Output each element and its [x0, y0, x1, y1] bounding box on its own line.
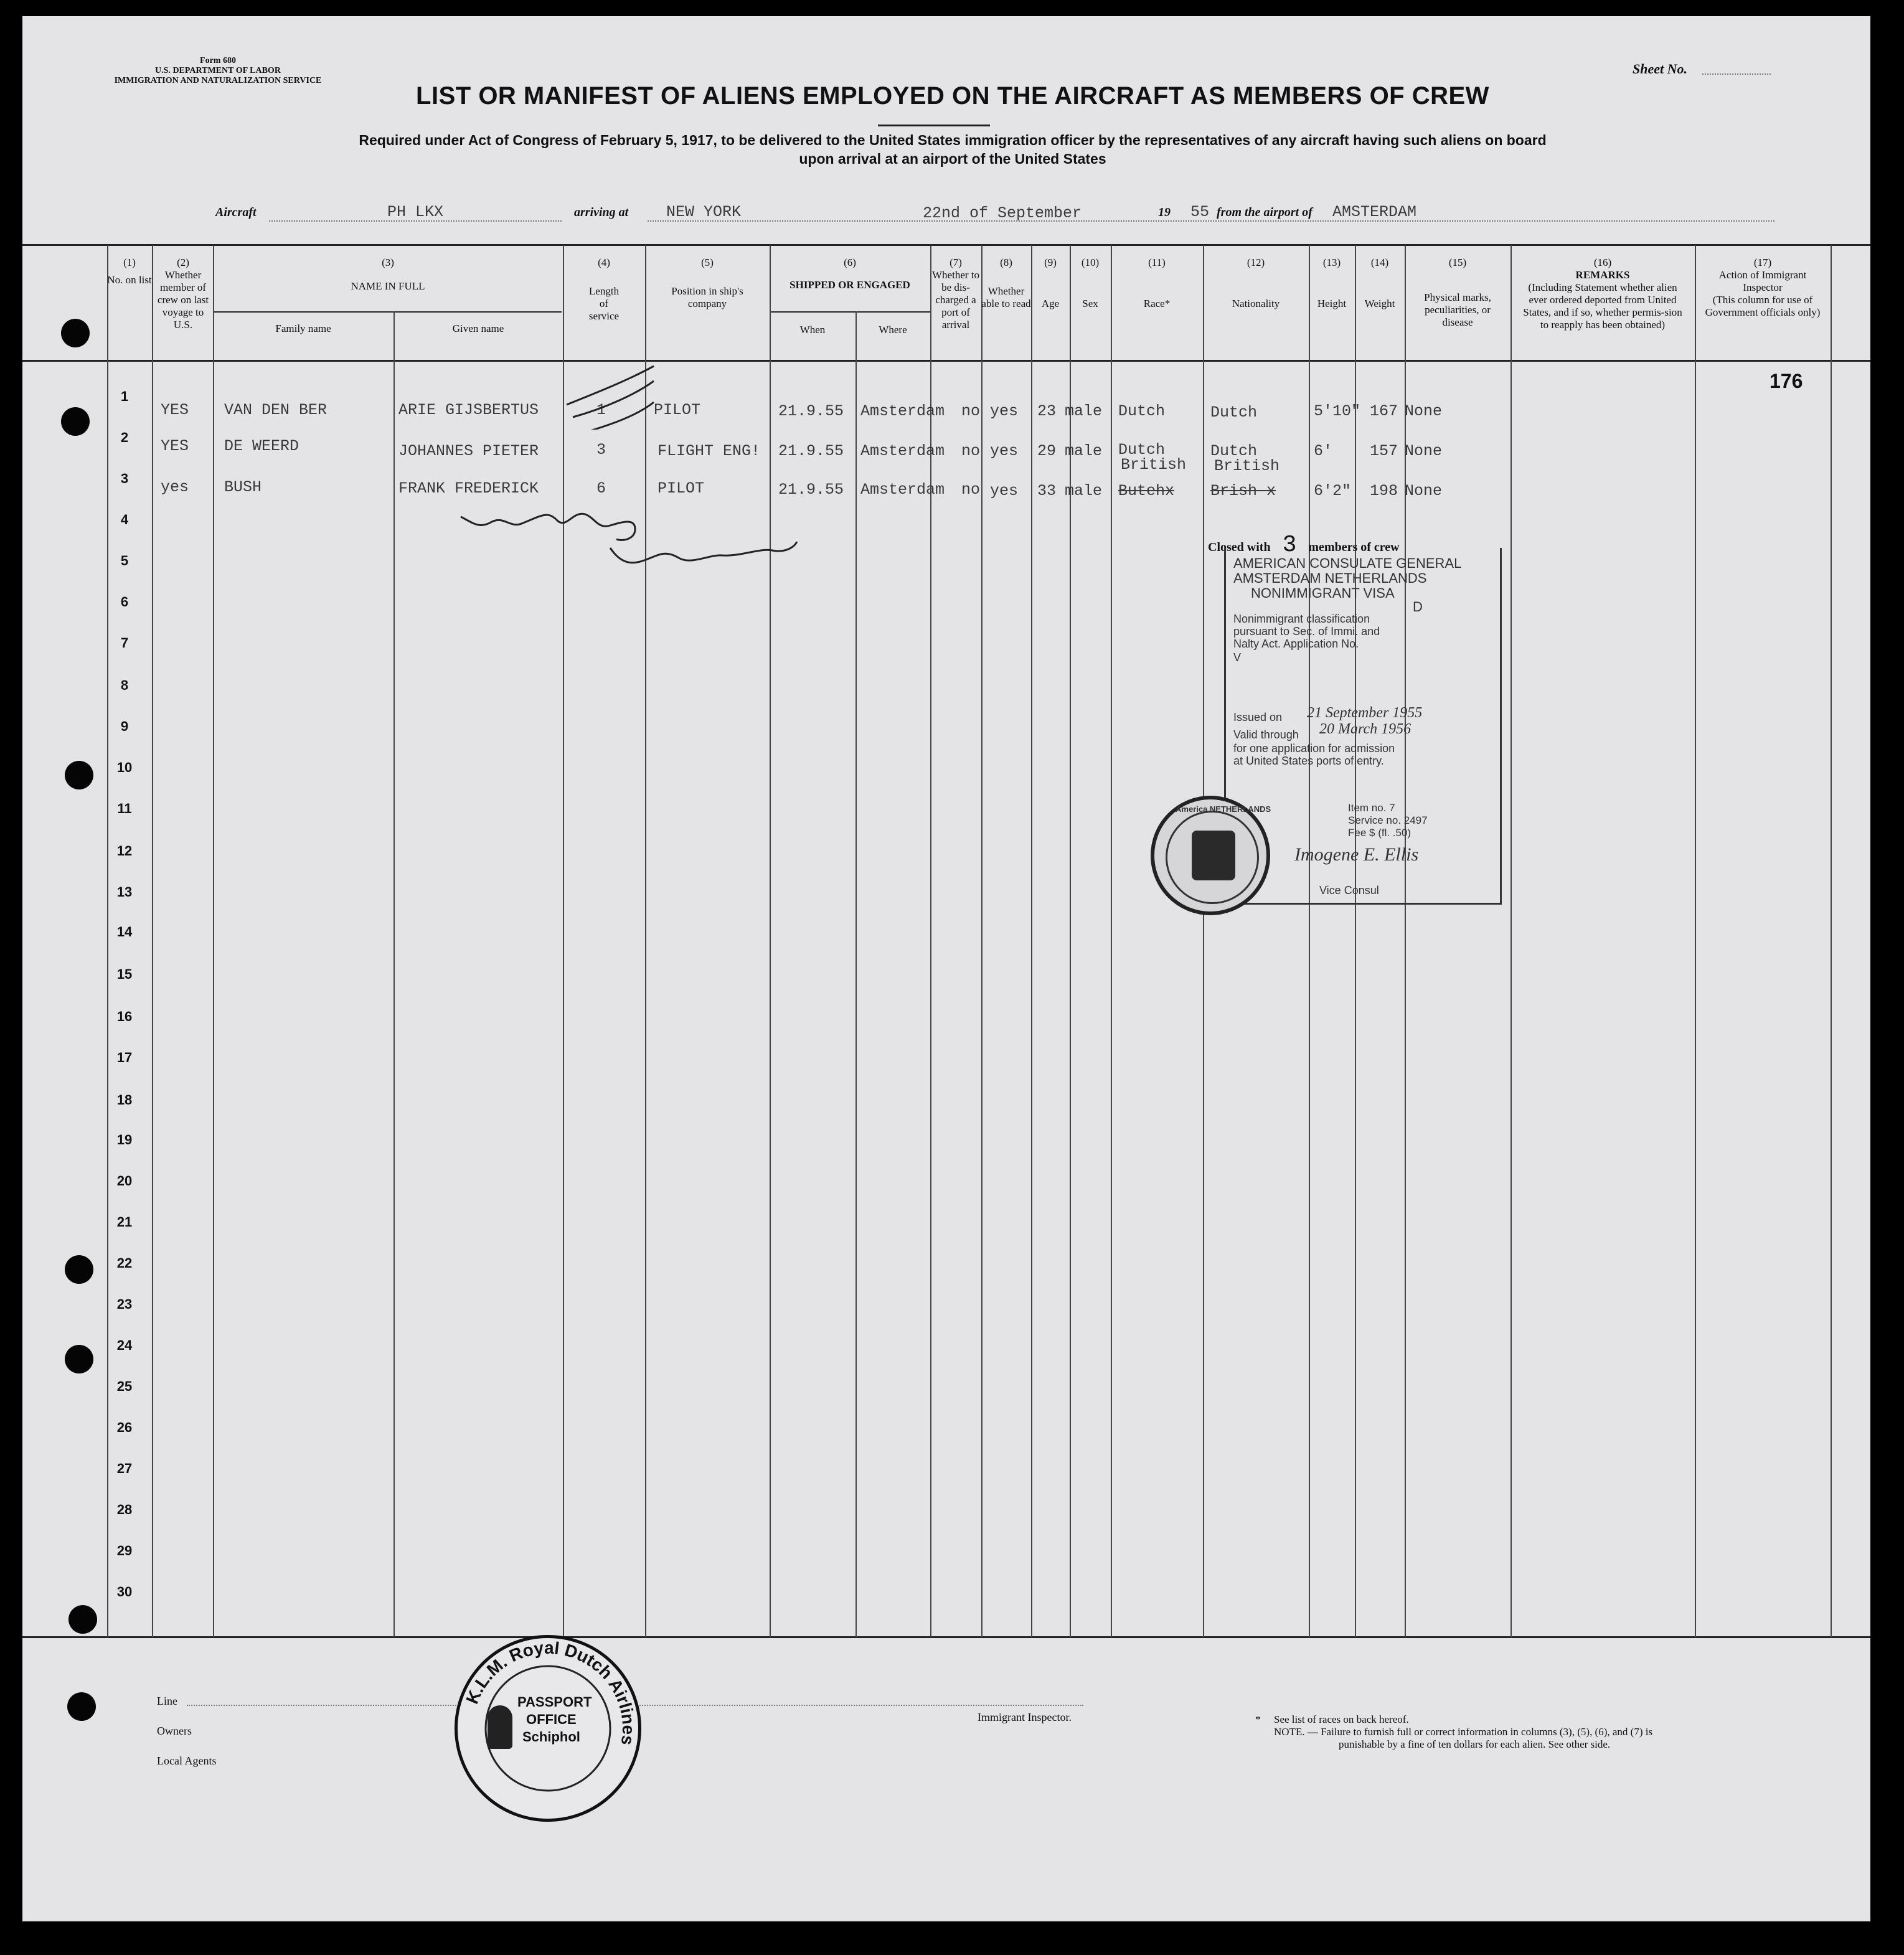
able-to-read: yes [990, 482, 1019, 500]
column-divider [1831, 245, 1832, 1637]
physical-marks: None [1405, 402, 1443, 420]
sex: male [1065, 482, 1103, 500]
visa-issued-date: 21 September 1955 [1307, 705, 1423, 721]
col3-given-header: Given name [452, 323, 504, 334]
row-number: 25 [116, 1378, 133, 1394]
row-number: 17 [116, 1050, 133, 1065]
arriving-value: NEW YORK [666, 203, 742, 221]
col6-where-header: Where [879, 324, 907, 336]
col16-header: (16) REMARKS (Including Statement whether alien ever ordered deported from United States, and if so, whether permis-sion to reapply has been obtained) [1523, 257, 1682, 331]
prev-voyage: yes [161, 478, 189, 496]
row-number: 10 [116, 760, 133, 775]
row-number: 8 [120, 677, 129, 693]
year-prefix: 19 [1158, 205, 1171, 219]
row-number: 14 [116, 924, 133, 940]
column-divider [1203, 245, 1204, 1637]
footnote-star: * [1255, 1713, 1261, 1726]
column-divider [152, 245, 153, 1637]
col8-header: (8) Whether able to read [981, 257, 1031, 309]
row-number: 18 [116, 1092, 133, 1108]
weight: 167 [1370, 402, 1398, 420]
row-number: 1 [120, 389, 129, 404]
age: 29 [1037, 442, 1057, 460]
nationality-secondary: British [1214, 457, 1280, 475]
shipped-where: Amsterdam [860, 481, 945, 499]
column-divider [213, 245, 214, 1637]
handwritten-signature [448, 504, 809, 591]
column-divider [1510, 245, 1512, 1637]
binder-hole [67, 1692, 96, 1721]
position: PILOT [657, 479, 705, 497]
race: Dutch [1118, 441, 1166, 459]
shipped-when: 21.9.55 [778, 402, 844, 420]
name-subheader-rule [213, 311, 562, 313]
age: 23 [1037, 402, 1057, 420]
form-number: Form 680 [200, 56, 236, 65]
inspector-number: 176 [1770, 370, 1803, 392]
col13-header: (13) Height [1317, 257, 1347, 309]
discharge: no [961, 402, 981, 420]
nationality: Dutch [1210, 403, 1258, 422]
row-number: 7 [120, 635, 129, 651]
col11-header: (11) Race* [1143, 257, 1171, 309]
row-number: 26 [116, 1420, 133, 1435]
discharge: no [961, 442, 981, 460]
given-name: FRANK FREDERICK [398, 479, 539, 497]
col9-header: (9) Age [1041, 257, 1060, 309]
consul-title: Vice Consul [1319, 884, 1379, 897]
column-divider [394, 311, 395, 1637]
age: 33 [1037, 482, 1057, 500]
race: Dutch [1118, 402, 1166, 420]
able-to-read: yes [990, 402, 1019, 420]
klm-ring-text: K.L.M. Royal Dutch Airlines [462, 1638, 638, 1747]
document-title: LIST OR MANIFEST OF ALIENS EMPLOYED ON THE AIRCRAFT AS MEMBERS OF CREW [416, 82, 1489, 110]
col5-header: (5) Position in ship's company [671, 257, 743, 309]
consular-seal: America NETHERLANDS [1151, 796, 1270, 915]
arriving-label: arriving at [574, 205, 629, 219]
seal-emblem-icon [1192, 831, 1235, 880]
service-column-pen-marks [548, 355, 672, 430]
consulate-visa-stamp: AMERICAN CONSULATE GENERAL AMSTERDAM NETHERLANDS NONIMMIGRANT VISA D Nonimmigrant classification pursuant to Sec. of Immi. and Nalty Act. Application No. V Issued on 21 September 1955 Valid through 20 March 1956 for one application for admission at United States ports of entry. Item no. 7 Service no. 2497 Fee $ (fl. .50) Imogene E. Ellis Vice Consul [1224, 548, 1502, 905]
col6-header: (6) SHIPPED OR ENGAGED [789, 257, 910, 291]
col3-family-header: Family name [275, 323, 331, 334]
race-secondary: British [1121, 456, 1187, 474]
col10-header: (10) Sex [1081, 257, 1100, 309]
binder-hole [65, 1255, 93, 1284]
visa-valid-date: 20 March 1956 [1319, 721, 1412, 737]
row-number: 24 [116, 1337, 133, 1353]
row-number: 29 [116, 1543, 133, 1558]
able-to-read: yes [990, 442, 1019, 460]
position: PILOT [654, 401, 701, 419]
shipped-where: Amsterdam [860, 442, 945, 460]
row-number: 19 [116, 1132, 133, 1147]
aircraft-value: PH LKX [387, 203, 444, 221]
column-divider [1031, 245, 1032, 1637]
service-name: IMMIGRATION AND NATURALIZATION SERVICE [114, 76, 322, 85]
column-divider [1695, 245, 1696, 1637]
visa-valid-label: Valid through [1233, 728, 1299, 741]
footnote-races: See list of races on back hereof. [1274, 1713, 1409, 1725]
col15-header: (15) Physical marks, peculiarities, or disease [1424, 257, 1491, 328]
prev-voyage: YES [161, 401, 189, 419]
arrival-date: 22nd of September [923, 204, 1082, 222]
row-number: 16 [116, 1009, 133, 1024]
sheet-number-field [1702, 73, 1771, 75]
shipped-when: 21.9.55 [778, 442, 844, 460]
discharge: no [961, 481, 981, 499]
nationality: Brish x [1210, 482, 1276, 500]
row-number: 20 [116, 1173, 133, 1189]
footer-owners-label: Owners [157, 1725, 192, 1737]
aircraft-label: Aircraft [215, 205, 257, 219]
family-name: BUSH [224, 478, 262, 496]
row-number: 4 [120, 512, 129, 527]
klm-winged-emblem-icon [488, 1705, 512, 1749]
length-of-service: 1 [596, 401, 606, 419]
row-number: 12 [116, 843, 133, 859]
act-subtitle: Required under Act of Congress of February 5, 1917, to be delivered to the United States immigration officer by the representatives of any aircraft having such aliens on board upon arrival at an airport of the United States [359, 132, 1547, 167]
length-of-service: 3 [596, 441, 606, 459]
sheet-number-label: Sheet No. [1633, 61, 1687, 77]
row-number: 27 [116, 1461, 133, 1476]
col12-header: (12) Nationality [1232, 257, 1280, 309]
consul-signature: Imogene E. Ellis [1294, 844, 1419, 865]
shipped-when: 21.9.55 [778, 481, 844, 499]
given-name: JOHANNES PIETER [398, 442, 539, 460]
column-divider [855, 311, 857, 1637]
table-top-rule [22, 244, 1870, 246]
row-number: 2 [120, 430, 129, 445]
col17-header: (17) Action of Immigrant Inspector (This column for use of Government officials only) [1705, 257, 1821, 318]
length-of-service: 6 [596, 479, 606, 497]
from-label: from the airport of [1217, 205, 1313, 219]
height: 5'10" [1314, 402, 1361, 420]
closed-with-note: Closed with 3 members of crew [1208, 532, 1400, 558]
weight: 157 [1370, 442, 1398, 460]
col4-header: (4) Length of service [588, 257, 620, 322]
family-name: VAN DEN BER [224, 401, 328, 419]
position: FLIGHT ENG! [657, 442, 761, 460]
binder-hole [68, 1605, 97, 1634]
column-divider [981, 245, 983, 1637]
row-number: 28 [116, 1502, 133, 1517]
shipped-where: Amsterdam [860, 402, 945, 420]
prev-voyage: YES [161, 437, 189, 455]
crew-count: 3 [1282, 532, 1297, 558]
from-value: AMSTERDAM [1332, 203, 1417, 221]
table-bottom-rule [22, 1636, 1870, 1638]
physical-marks: None [1405, 482, 1443, 500]
column-divider [563, 245, 564, 1637]
year-value: 55 [1190, 203, 1210, 221]
family-name: DE WEERD [224, 437, 299, 455]
klm-stamp-ring [458, 1638, 638, 1819]
footnote-penalty: NOTE. — Failure to furnish full or correct information in columns (3), (5), (6), and (7) is [1274, 1726, 1653, 1738]
header-bottom-rule [22, 360, 1870, 362]
col3-header: (3) NAME IN FULL [351, 257, 425, 292]
column-divider [770, 245, 771, 1637]
arrival-field-line [648, 220, 1774, 222]
title-rule [878, 125, 990, 126]
shipped-subheader-rule [770, 311, 930, 313]
race: Butehx [1118, 482, 1175, 500]
sex: male [1065, 402, 1103, 420]
row-number: 6 [120, 594, 129, 610]
physical-marks: None [1405, 442, 1443, 460]
binder-hole [61, 407, 90, 436]
given-name: ARIE GIJSBERTUS [398, 401, 539, 419]
row-number: 11 [117, 801, 132, 816]
row-number: 23 [116, 1296, 133, 1312]
col14-header: (14) Weight [1364, 257, 1395, 309]
row-number: 30 [116, 1584, 133, 1599]
nationality: Dutch [1210, 442, 1258, 460]
footnote-penalty-cont: punishable by a fine of ten dollars for each alien. See other side. [1339, 1738, 1611, 1750]
col1-header: (1) No. on list [107, 257, 152, 286]
footer-line-label: Line [157, 1695, 177, 1707]
department-name: U.S. DEPARTMENT OF LABOR [155, 66, 281, 75]
footer-agents-label: Local Agents [157, 1755, 217, 1767]
row-number: 13 [116, 884, 133, 900]
row-number: 22 [116, 1255, 133, 1271]
weight: 198 [1370, 482, 1398, 500]
height: 6' [1314, 442, 1333, 460]
column-divider [1355, 245, 1356, 1637]
row-number: 21 [116, 1214, 133, 1230]
visa-issued-label: Issued on [1233, 711, 1283, 723]
sex: male [1065, 442, 1103, 460]
binder-hole [65, 761, 93, 789]
col2-header: (2) Whether member of crew on last voyage to U.S. [157, 257, 209, 331]
height: 6'2" [1314, 482, 1352, 500]
row-number: 15 [116, 966, 133, 982]
column-divider [645, 245, 646, 1637]
column-divider [1309, 245, 1310, 1637]
row-number: 5 [120, 553, 129, 568]
col6-when-header: When [799, 324, 826, 336]
row-number: 9 [120, 718, 129, 734]
col7-header: (7) Whether to be dis-charged a port of arrival [932, 257, 979, 331]
footer-inspector-label: Immigrant Inspector. [978, 1711, 1072, 1723]
binder-hole [61, 319, 90, 347]
row-number: 3 [120, 471, 129, 486]
binder-hole [65, 1345, 93, 1373]
column-divider [1111, 245, 1112, 1637]
form-header [81, 56, 355, 86]
klm-passport-office-stamp: K.L.M. Royal Dutch Airlines PASSPORT OFFICE Schiphol [455, 1635, 641, 1822]
